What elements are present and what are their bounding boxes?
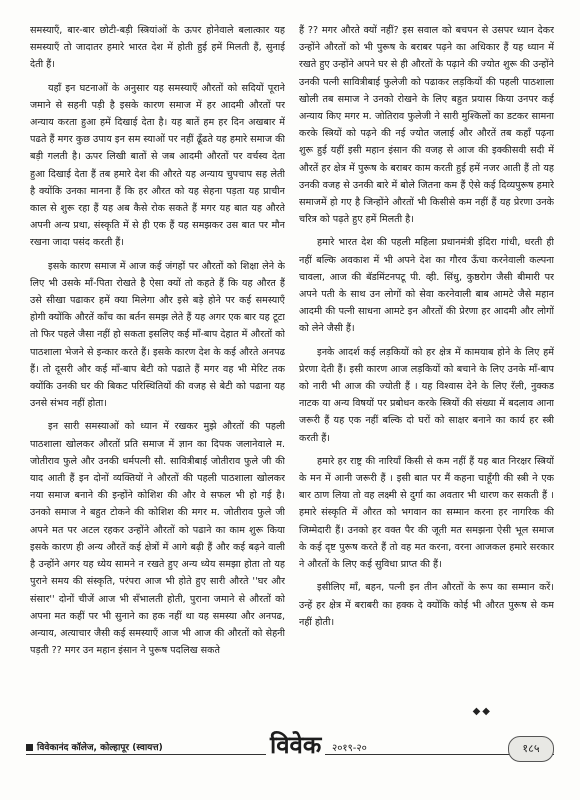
footer-college-name bbox=[26, 740, 169, 753]
article-body bbox=[30, 22, 554, 712]
article-end-mark: ◆◆ bbox=[472, 706, 492, 717]
article-paragraph: इसीलिए माँ, बहन, पत्नी इन तीन औरतों के रूप का सम्मान करें। उन्हें हर क्षेत्र में बराबरी का हक्क दे क्योंकि कोई भी औरत पुरूष से कम नहीं होती। bbox=[299, 582, 554, 628]
article-paragraph: यहाँ इन घटनाओं के अनुसार यह समस्याएँ औरतों को सदियों पूराने जमाने से सहनी पड़ी है इसके कारण समाज में हर आदमी औरतों पर अन्याय करता हुआ हमें दिखाई देता है। यह बातें हम हर दिन अखबार में पढते हैं मगर कुछ उपाय इन सम स्याओं पर नहीं ढूँढते यह हमारे समाज की बड़ी गलती है। ऊपर लिखी बातों से जब आदमी औरतों पर वर्चस्व देता हुआ दिखाई देता हैं तब हमारे देश की औरते यह अन्याय चुपचाप सह लेती है क्योंकि उनका मानना हैं कि हर औरत को यह सेहना पड़ता यह प्राचीन काल से शुरू रहा हैं यह अब कैसे रोक सकते हैं मगर यह बात यह औरते अपनी अन्य प्रथा, संस्कृति में से ही एक हैं यह समझकर उस बात पर मौन रखना जादा पसंद करती हैं। bbox=[30, 82, 285, 249]
square-bullet-icon bbox=[26, 744, 33, 751]
article-paragraph: समस्याएँ, बार-बार छोटी-बड़ी स्त्रियांओं के ऊपर होनेवाले बलात्कार यह समस्याएँ तो जादातर हमारे भारत देश में होती हुई हमें मिलती हैं, सुनाई देती हैं। bbox=[30, 25, 285, 71]
article-paragraph: हमारे हर राष्ट्र की नारियाँ किसी से कम नहीं हैं यह बात निरक्षर स्त्रियों के मन में आनी जरूरी हैं । इसी बात पर मैं कहना चाहूँगी की स्त्री ने एक बार ठाण लिया तो वह लक्ष्मी से दुर्गा का अवतार भी धारण कर सकती हैं । हमारे संस्कृति में औरत को भगवान का सम्मान करना हर नागरिक की जिम्मेदारी हैं। उनको हर वक्त पैर की जूती मत समझना ऐसी भूल समाज के कई दृष्ट पुरूष करते हैं तो वह मत करना, वरना आजकल हमारे सरकार ने औरतों के लिए कई सुविधा प्राप्त की हैं। bbox=[299, 455, 554, 571]
college-label: विवेकानंद कॉलेज, कोल्हापूर (स्वायत्त) bbox=[37, 743, 163, 753]
page-footer bbox=[26, 728, 554, 776]
article-paragraph: इसके कारण समाज में आज कई जंगहों पर औरतों को शिक्षा लेने के लिए भी उसके माँ-पिता रोखते है ऐसा क्यों तो कहते हैं कि यह औरत हैं उसे सीखा पढाकर हमें क्या मिलेगा और इसे बड़े होने पर कई समस्याएँ होगी क्योंकि औरतें काँच का बर्तन समझ लेते हैं यह अगर एक बार यह टूटा तो फिर पहले जैसा नहीं हो सकता इसलिए कई माँ-बाप देहात में औरतों को पाठशाला भेजने से इन्कार करते हैं। इसके कारण देश के कई औरते अनपढ हैं। तो दूसरी और कई माँ-बाप बेटी को पढाते हैं मगर वह भी मेरिट तक क्योंकि उनकी घर की बिकट परिस्थितियों की वजह से बेटी को पढाना यह उनसे संभव नहीं होता। bbox=[30, 260, 285, 410]
article-column-left bbox=[30, 22, 285, 712]
article-paragraph: हमारे भारत देश की पहली महिला प्रधानमंत्री इंदिरा गांधी, धरती ही नहीं बल्कि अवकाश में भी अपने देश का गौरव ऊँचा करनेवाली कल्पना चावला, आज की बॅडमिंटनपटू पी. व्ही. सिंधु, कुष्ठरोग जैसी बीमारी पर अपने पती के साथ उन लोगों को सेवा करनेवाली बाब आमटे जैसे महान आदमी की पत्नी साधना आमटे इन औरतों की प्रेरणा हर आदमी और लोगों को लेने जैसी हैं। bbox=[299, 237, 554, 335]
article-paragraph: इनके आदर्श कई लड़कियों को हर क्षेत्र में कामयाब होने के लिए हमें प्रेरणा देती हैं। इसी कारण आज लड़कियों को बचाने के लिए उनके माँ-बाप को नारी भी आज की ज्योती हैं । यह विश्वास देने के लिए रॅली, नुक्कड नाटक या अन्य विषयों पर प्रबोधन करके स्त्रियों की संख्या में बदलाव आना जरूरी हैं यह एक नहीं बल्कि दो घरों को साक्षर बनाने का कार्य हर स्त्री करती हैं। bbox=[299, 346, 554, 444]
magazine-logo: विवेक bbox=[266, 728, 325, 762]
article-paragraph: हैं ?? मगर औरते क्यों नहीं? इस सवाल को बचपन से उसपर ध्यान देकर उन्होंने औरतों को भी पुरूष के बराबर पढ़ने का अधिकार हैं यह ध्यान में रखते हुए उन्होंने अपने घर से ही औरतों के पढ़ाने की ज्योत शुरू की उन्होंने उनकी पत्नी सावित्रीबाई फुलेजी को पढाकर लड़कियों की पहली पाठशाला खोली तब समाज ने उनको रोखने के लिए बहुत प्रयास किया उनपर कई अन्याय किए मगर म. जोतिराव फुलेजी ने सारी मुश्किलों का डटकर सामना करके स्त्रियों को पढ़ने की नई ज्योत जलाई और औरतें तब कहाँ पढ़ना शुरू हुई यहीं इसी महान इंसान की वजह से आज की इक्कीसवी सदी में औरतें हर क्षेत्र में पुरूष के बराबर काम करती हुई हमें नजर आती हैं तो यह उनकी वजह से उनकी बारे में बोले जितना कम हैं ऐसे कई दिव्यपुरूष हमारे समाजमें हो गए है जिन्होंने औरतों भी किसीसे कम नहीं हैं यह प्रेरणा उनके चरित्र को पढ़ते हुए हमें मिलती है। bbox=[299, 25, 554, 226]
footer-year: २०१९-२० bbox=[328, 740, 371, 754]
article-paragraph: इन सारी समस्याओं को ध्यान में रखकर मुझे औरतों की पहली पाठशाला खोलकर औरतों प्रति समाज में ज्ञान का दिपक जलानेवाले म. जोतीराव फुले और उनकी धर्मपत्नी सौ. सावित्रीबाई जोतीराव फुले जी की याद आती हैं इन दोनों व्यक्तियों ने औरतों की पहली पाठशाला खोलकर नया समाज बनाने की इन्होंने कोशिश की और वे सफल भी हो गई है। उनको समाज ने बहुत टोकने की कोशिश की मगर म. जोतीराव फुले जी अपने मत पर अटल रहकर उन्होंने औरतों को पढाने का काम शुरू किया इसके कारण ही अन्य औरतें कई क्षेत्रों में आगे बढ़ी हैं और कई बढ़ने वाली है उन्होंने अगर यह ध्येय सामने न रखते हुए अन्य ध्येय समझा होता तो यह पुराने समय की संस्कृति, परंपरा आज भी होते हुए सारी औरते ''घर और संसार'' दोनों चीजें आज भी सँभालती होती, पुराना जमाने से औरतों को अपना मत कहीं पर भी सुनाने का हक नहीं था यह समस्या और अनपढ, अन्याय, अत्याचार जैसी कई समस्याएँ आज भी आज की औरतों को सेहनी पड़ती ?? मगर उन महान इंसान ने पुरूष पदलिख सकते bbox=[30, 421, 285, 657]
article-column-right bbox=[299, 22, 554, 712]
page-number: १८५ bbox=[508, 736, 554, 762]
